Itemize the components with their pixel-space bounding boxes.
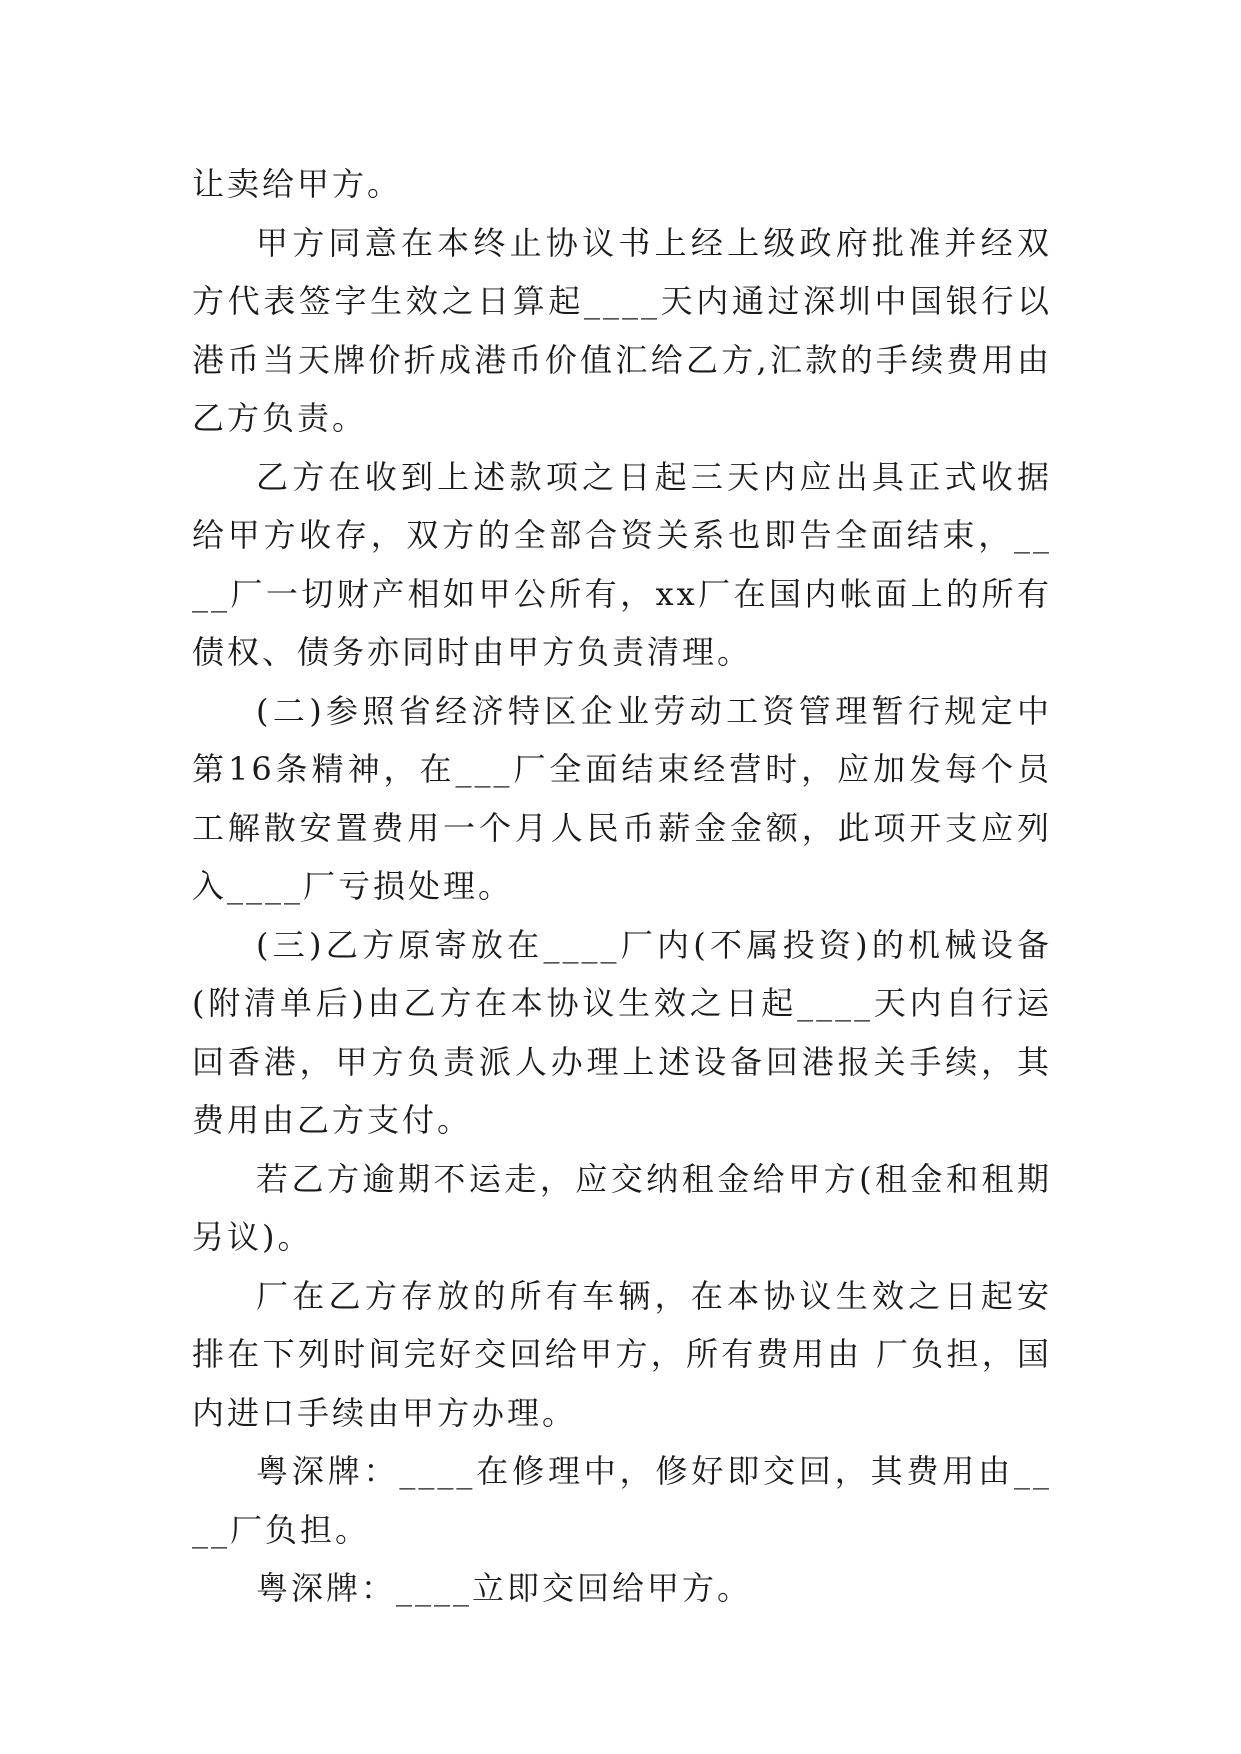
- paragraph-3: 乙方在收到上述款项之日起三天内应出具正式收据给甲方收存，双方的全部合资关系也即告全面结束，____厂一切财产相如甲公所有，xx厂在国内帐面上的所有债权、债务亦同时由甲方负责清理。: [192, 457, 1052, 671]
- paragraph-6: 若乙方逾期不运走，应交纳租金给甲方(租金和租期另议)。: [192, 1159, 1052, 1256]
- paragraph-1: 让卖给甲方。: [192, 165, 403, 203]
- paragraph-9: 粤深牌：____立即交回给甲方。: [256, 1569, 753, 1607]
- paragraph-8: 粤深牌：____在修理中，修好即交回，其费用由____厂负担。: [192, 1452, 1052, 1549]
- document-body: [192, 155, 1052, 1618]
- paragraph-2: 甲方同意在本终止协议书上经上级政府批准并经双方代表签字生效之日算起____天内通过深圳中国银行以港币当天牌价折成港币价值汇给乙方,汇款的手续费用由乙方负责。: [192, 223, 1052, 437]
- paragraph-5: (三)乙方原寄放在____厂内(不属投资)的机械设备(附清单后)由乙方在本协议生效之日起____天内自行运回香港，甲方负责派人办理上述设备回港报关手续，其费用由乙方支付。: [192, 925, 1052, 1139]
- paragraph-4: (二)参照省经济特区企业劳动工资管理暂行规定中第16条精神，在___厂全面结束经营时，应加发每个员工解散安置费用一个月人民币薪金金额，此项开支应列入____厂亏损处理。: [192, 691, 1052, 905]
- paragraph-7: 厂在乙方存放的所有车辆，在本协议生效之日起安排在下列时间完好交回给甲方，所有费用由 厂负担，国内进口手续由甲方办理。: [192, 1276, 1052, 1432]
